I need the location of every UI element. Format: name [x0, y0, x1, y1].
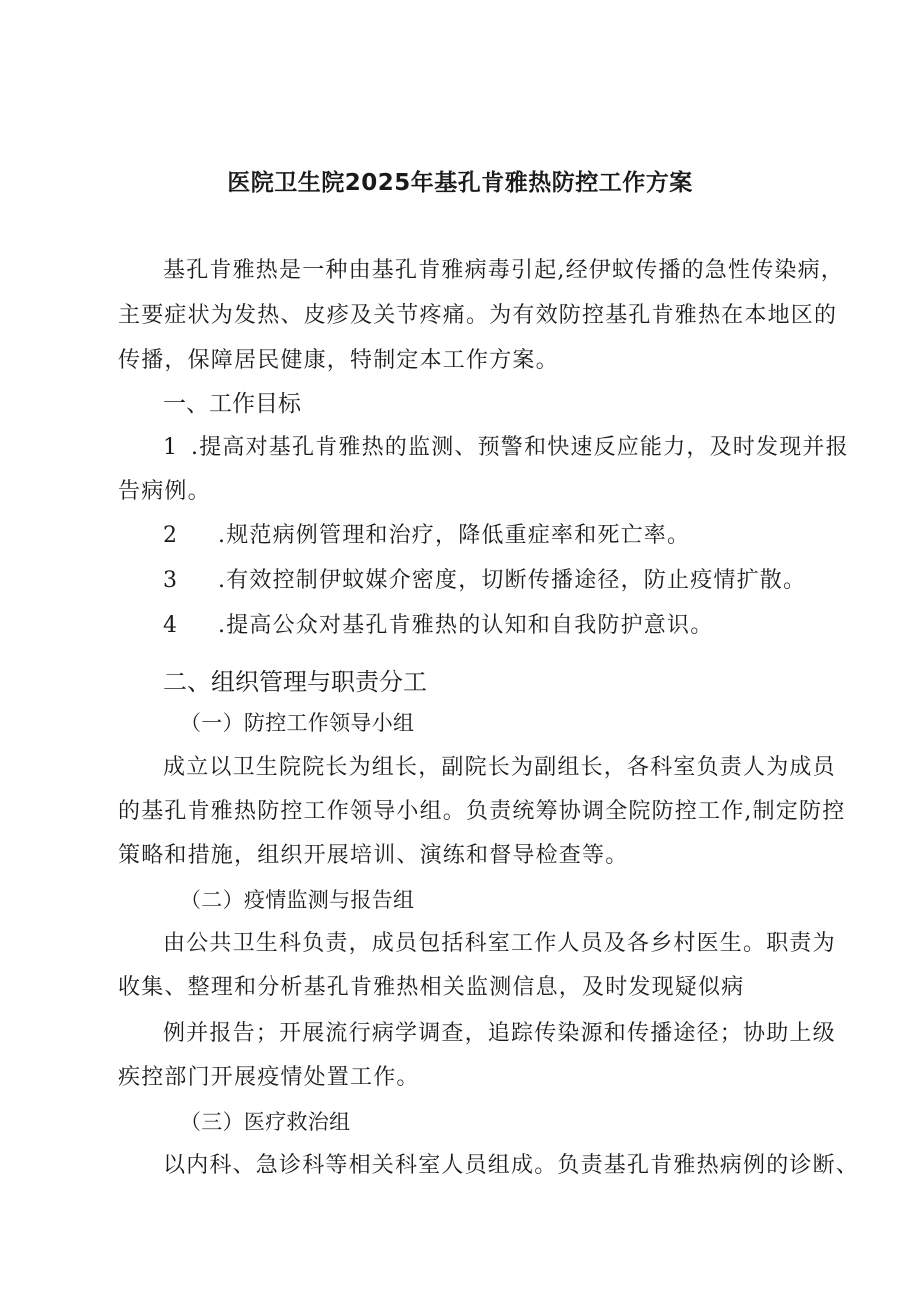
- goal-item-text: .提高对基孔肯雅热的监测、预警和快速反应能力，及时发现并报: [191, 435, 849, 460]
- goal-item-number: 1: [163, 435, 179, 460]
- intro-line-1: 基孔肯雅热是一种由基孔肯雅病毒引起,经伊蚊传播的急性传染病，: [163, 258, 844, 283]
- goal-item-4: [163, 611, 713, 641]
- intro-line-3: 传播，保障居民健康，特制定本工作方案。: [118, 348, 559, 373]
- leadership-line-3: 策略和措施，组织开展培训、演练和督导检查等。: [118, 843, 629, 868]
- leadership-line-1: 成立以卫生院院长为组长，副院长为副组长，各科室负责人为成员: [163, 755, 836, 780]
- surveillance-line-1: 由公共卫生科负责，成员包括科室工作人员及各乡村医生。职责为: [163, 931, 836, 956]
- subsection-heading-surveillance: （二）疫情监测与报告组: [180, 888, 415, 912]
- treatment-line-1: 以内科、急诊科等相关科室人员组成。负责基孔肯雅热病例的诊断、: [163, 1153, 860, 1178]
- goal-item-text: .有效控制伊蚊媒介密度，切断传播途径，防止疫情扩散。: [218, 568, 807, 593]
- goal-item-3: [163, 566, 806, 596]
- leadership-line-2: 的基孔肯雅热防控工作领导小组。负责统筹协调全院防控工作,制定防控: [118, 799, 846, 824]
- intro-line-2: 主要症状为发热、皮疹及关节疼痛。为有效防控基孔肯雅热在本地区的: [118, 303, 838, 328]
- goal-item-number: 2: [163, 523, 179, 548]
- goal-item-number: 3: [163, 568, 179, 593]
- goal-item-text: .提高公众对基孔肯雅热的认知和自我防护意识。: [218, 613, 714, 638]
- section-heading-organization: 二、组织管理与职责分工: [163, 668, 427, 696]
- surveillance-line-3: 例并报告；开展流行病学调查，追踪传染源和传播途径；协助上级: [163, 1021, 836, 1046]
- goal-item-number: 4: [163, 613, 179, 638]
- surveillance-line-2: 收集、整理和分析基孔肯雅热相关监测信息，及时发现疑似病: [118, 975, 745, 1000]
- document-title: 医院卫生院2025年基孔肯雅热防控工作方案: [227, 170, 693, 196]
- subsection-heading-leadership: （一）防控工作领导小组: [180, 711, 415, 735]
- goal-item-1-continuation: 告病例。: [118, 479, 211, 504]
- goal-item-text: .规范病例管理和治疗，降低重症率和死亡率。: [218, 523, 691, 548]
- subsection-heading-treatment: （三）医疗救治组: [180, 1110, 351, 1134]
- section-heading-goals: 一、工作目标: [163, 391, 301, 417]
- surveillance-line-4: 疾控部门开展疫情处置工作。: [118, 1065, 420, 1090]
- goal-item-2: [163, 521, 690, 551]
- goal-item-1: [163, 433, 849, 463]
